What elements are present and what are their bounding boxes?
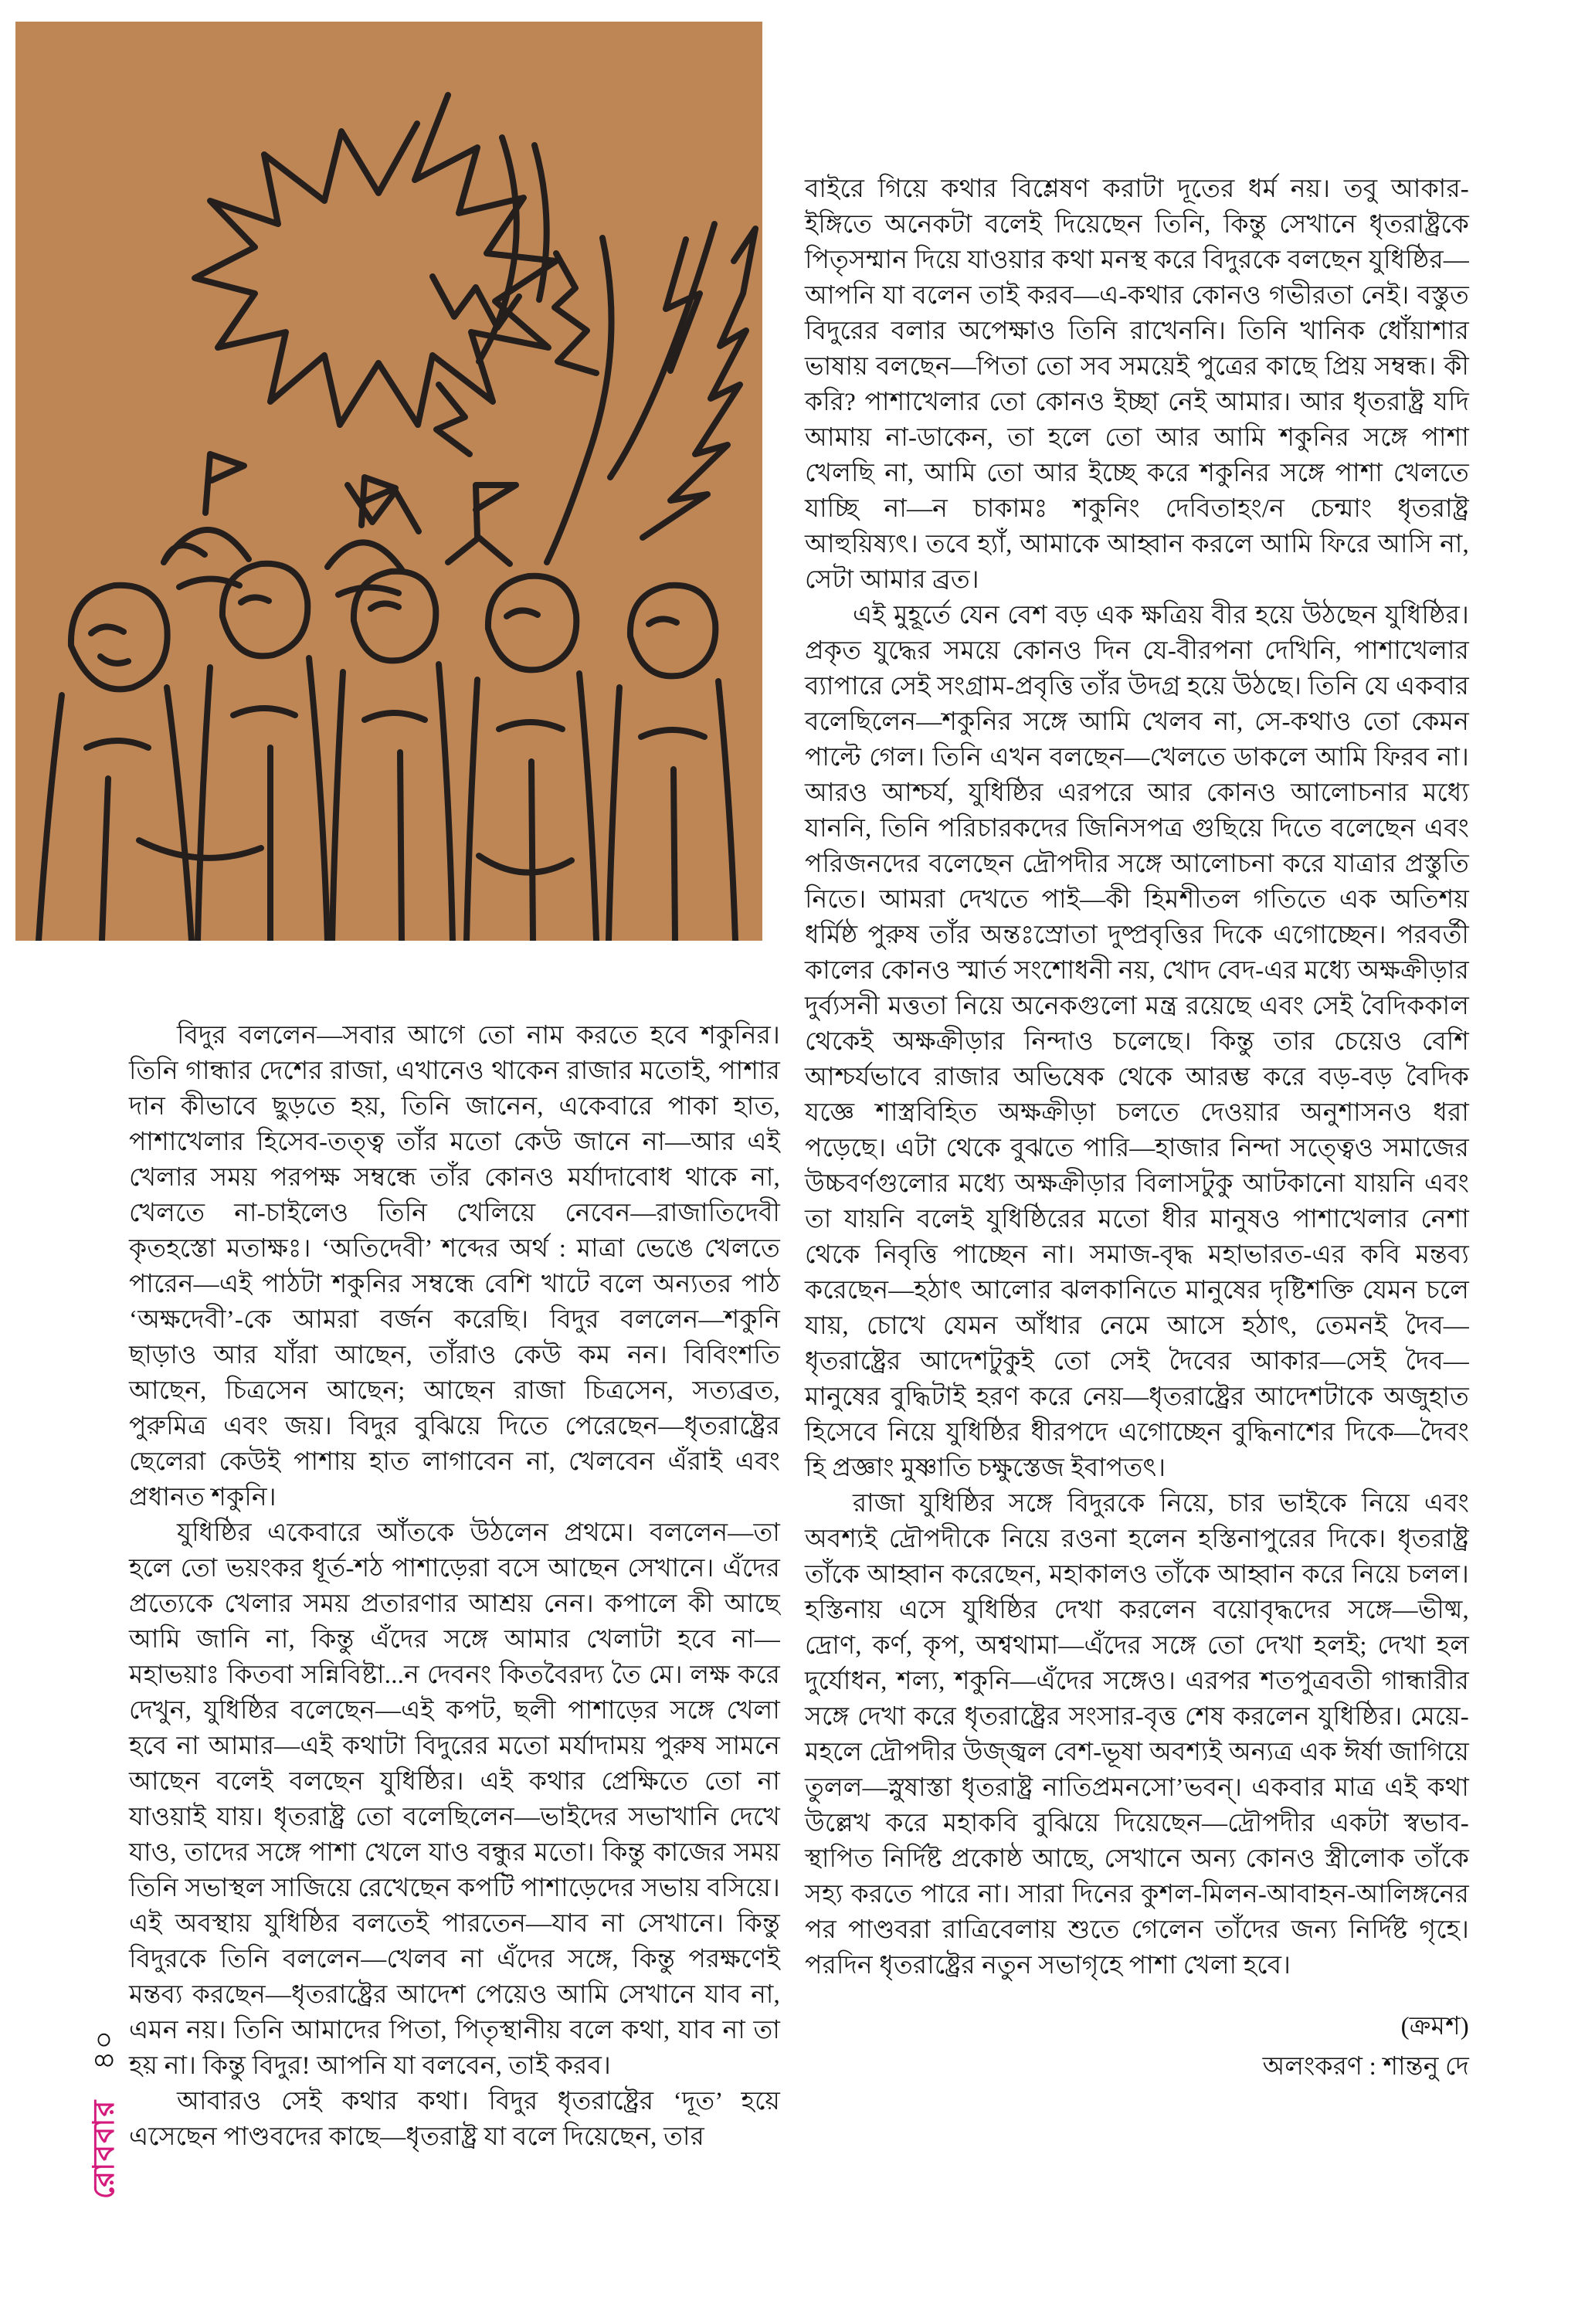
paragraph: যুধিষ্ঠির একেবারে আঁতকে উঠলেন প্রথমে। বললেন—তা হলে তো ভয়ংকর ধূর্ত-শঠ পাশাড়েরা বসে আছেন সেখানে। এঁদের প্রত্যেকে খেলার সময় প্রতারণার আশ্রয় নেন। কপালে কী আছে আমি জানি না, কিন্তু এঁদের সঙ্গে আমার খেলাটা হবে না—মহাভয়াঃ কিতবা সন্নিবিষ্টা...ন দেবনং কিতবৈরদ্য তৈ মে। লক্ষ করে দেখুন, যুধিষ্ঠির বলেছেন—এই কপট, ছলী পাশাড়ের সঙ্গে খেলা হবে না আমার—এই কথাটা বিদুরের মতো মর্যাদাময় পুরুষ সামনে আছেন বলেই বলছেন যুধিষ্ঠির। এই কথার প্রেক্ষিতে তো না যাওয়াই যায়। ধৃতরাষ্ট্র তো বলেছিলেন—ভাইদের সভাখানি দেখে যাও, তাদের সঙ্গে পাশা খেলে যাও বন্ধুর মতো। কিন্তু কাজের সময় তিনি সভাস্থল সাজিয়ে রেখেছেন কপটি পাশাড়েদের সভায় বসিয়ে। এই অবস্থায় যুধিষ্ঠির বলতেই পারতেন—যাব না সেখানে। কিন্তু বিদুরকে তিনি বললেন—খেলব না এঁদের সঙ্গে, কিন্তু পরক্ষণেই মন্তব্য করছেন—ধৃতরাষ্ট্রের আদেশ পেয়েও আমি সেখানে যাব না, এমন নয়। তিনি আমাদের পিতা, পিতৃস্থানীয় বলে কথা, যাব না তা হয় না। কিন্তু বিদুর! আপনি যা বলবেন, তাই করব।: [129, 1519, 780, 2080]
page-number: ৪০: [88, 2028, 120, 2071]
article-illustration: [15, 22, 762, 941]
paragraph: বাইরে গিয়ে কথার বিশ্লেষণ করাটা দূতের ধর্ম নয়। তবু আকার-ইঙ্গিতে অনেকটা বলেই দিয়েছেন তিনি, কিন্তু সেখানে ধৃতরাষ্ট্রকে পিতৃসম্মান দিয়ে যাওয়ার কথা মনস্থ করে বিদুরকে বলছেন যুধিষ্ঠির—আপনি যা বলেন তাই করব—এ-কথার কোনও গভীরতা নেই। বস্তুত বিদুরের বলার অপেক্ষাও তিনি রাখেননি। তিনি খানিক ধোঁয়াশার ভাষায় বলছেন—পিতা তো সব সময়েই পুত্রের কাছে প্রিয় সম্বন্ধ। কী করি? পাশাখেলার তো কোনও ইচ্ছা নেই আমার। আর ধৃতরাষ্ট্র যদি আমায় না-ডাকেন, তা হলে তো আর আমি শকুনির সঙ্গে পাশা খেলছি না, আমি তো আর ইচ্ছে করে শকুনির সঙ্গে পাশা খেলতে যাচ্ছি না—ন চাকামঃ শকুনিং দেবিতাহং/ন চেন্মাং ধৃতরাষ্ট্র আহুয়িষ্যৎ। তবে হ্যাঁ, আমাকে আহ্বান করলে আমি ফিরে আসি না, সেটা আমার ব্রত।: [805, 175, 1469, 594]
magazine-name: রোববার: [88, 2098, 120, 2200]
left-text-column: [129, 1018, 780, 2155]
ink-sketch-figures-starburst-drawing: [15, 22, 762, 941]
continued-marker: (ক্রমশ): [1400, 2013, 1469, 2041]
illustrator-credit: অলংকরণ : শান্তনু দে: [1262, 2053, 1469, 2081]
magazine-spine-label: [81, 2029, 131, 2199]
article-footer: [805, 2007, 1469, 2087]
right-text-column: [805, 171, 1469, 2087]
paragraph: রাজা যুধিষ্ঠির সঙ্গে বিদুরকে নিয়ে, চার ভাইকে নিয়ে এবং অবশ্যই দ্রৌপদীকে নিয়ে রওনা হলেন হস্তিনাপুরের দিকে। ধৃতরাষ্ট্র তাঁকে আহ্বান করেছেন, মহাকালও তাঁকে আহ্বান করে নিয়ে চলল। হস্তিনায় এসে যুধিষ্ঠির দেখা করলেন বয়োবৃদ্ধদের সঙ্গে—ভীষ্ম, দ্রোণ, কর্ণ, কৃপ, অশ্বথামা—এঁদের সঙ্গে তো দেখা হলই; দেখা হল দুর্যোধন, শল্য, শকুনি—এঁদের সঙ্গেও। এরপর শতপুত্রবতী গান্ধারীর সঙ্গে দেখা করে ধৃতরাষ্ট্রের সংসার-বৃত্ত শেষ করলেন যুধিষ্ঠির। মেয়ে-মহলে দ্রৌপদীর উজ্জ্বল বেশ-ভূষা অবশ্যই অন্যত্র এক ঈর্ষা জাগিয়ে তুলল—স্নুষাস্তা ধৃতরাষ্ট্র নাতিপ্রমনসো’ভবন্। একবার মাত্র এই কথা উল্লেখ করে মহাকবি বুঝিয়ে দিয়েছেন—দ্রৌপদীর একটা স্বভাব-স্থাপিত নির্দিষ্ট প্রকোষ্ঠ আছে, সেখানে অন্য কোনও স্ত্রীলোক তাঁকে সহ্য করতে পারে না। সারা দিনের কুশল-মিলন-আবাহন-আলিঙ্গনের পর পাণ্ডবরা রাত্রিবেলায় শুতে গেলেন তাঁদের জন্য নির্দিষ্ট গৃহে। পরদিন ধৃতরাষ্ট্রের নতুন সভাগৃহে পাশা খেলা হবে।: [805, 1490, 1469, 1980]
paragraph: বিদুর বললেন—সবার আগে তো নাম করতে হবে শকুনির। তিনি গান্ধার দেশের রাজা, এখানেও থাকেন রাজার মতোই, পাশার দান কীভাবে ছুড়তে হয়, তিনি জানেন, একেবারে পাকা হাত, পাশাখেলার হিসেব-তত্ত্ব তাঁর মতো কেউ জানে না—আর এই খেলার সময় পরপক্ষ সম্বন্ধে তাঁর কোনও মর্যাদাবোধ থাকে না, খেলতে না-চাইলেও তিনি খেলিয়ে নেবেন—রাজাতিদেবী কৃতহস্তো মতাক্ষঃ। ‘অতিদেবী’ শব্দের অর্থ : মাত্রা ভেঙে খেলতে পারেন—এই পাঠটা শকুনির সম্বন্ধে বেশি খাটে বলে অন্যতর পাঠ ‘অক্ষদেবী’-কে আমরা বর্জন করেছি। বিদুর বললেন—শকুনি ছাড়াও আর যাঁরা আছেন, তাঁরাও কেউ কম নন। বিবিংশতি আছেন, চিত্রসেন আছেন; আছেন রাজা চিত্রসেন, সত্যব্রত, পুরুমিত্র এবং জয়। বিদুর বুঝিয়ে দিতে পেরেছেন—ধৃতরাষ্ট্রের ছেলেরা কেউই পাশায় হাত লাগাবেন না, খেলবেন এঁরাই এবং প্রধানত শকুনি।: [129, 1022, 780, 1511]
paragraph: আবারও সেই কথার কথা। বিদুর ধৃতরাষ্ট্রের ‘দূত’ হয়ে এসেছেন পাণ্ডবদের কাছে—ধৃতরাষ্ট্র যা বলে দিয়েছেন, তার: [129, 2088, 780, 2151]
paragraph: এই মুহূর্তে যেন বেশ বড় এক ক্ষত্রিয় বীর হয়ে উঠছেন যুধিষ্ঠির। প্রকৃত যুদ্ধের সময়ে কোনও দিন যে-বীরপনা দেখিনি, পাশাখেলার ব্যাপারে সেই সংগ্রাম-প্রবৃত্তি তাঁর উদগ্র হয়ে উঠছে। তিনি যে একবার বলেছিলেন—শকুনির সঙ্গে আমি খেলব না, সে-কথাও তো কেমন পাল্টে গেল। তিনি এখন বলছেন—খেলতে ডাকলে আমি ফিরব না। আরও আশ্চর্য, যুধিষ্ঠির এরপরে আর কোনও আলোচনার মধ্যে যাননি, তিনি পরিচারকদের জিনিসপত্র গুছিয়ে দিতে বলেছেন এবং পরিজনদের বলেছেন দ্রৌপদীর সঙ্গে আলোচনা করে যাত্রার প্রস্তুতি নিতে। আমরা দেখতে পাই—কী হিমশীতল গতিতে এক অতিশয় ধর্মিষ্ঠ পুরুষ তাঁর অন্তঃস্রোতা দুষ্প্রবৃত্তির দিকে এগোচ্ছেন। পরবর্তী কালের কোনও স্মার্ত সংশোধনী নয়, খোদ বেদ-এর মধ্যে অক্ষক্রীড়ার দুর্ব্যসনী মত্ততা নিয়ে অনেকগুলো মন্ত্র রয়েছে এবং সেই বৈদিককাল থেকেই অক্ষক্রীড়ার নিন্দাও চলেছে। কিন্তু তার চেয়েও বেশি আশ্চর্যভাবে রাজার অভিষেক থেকে আরম্ভ করে বড়-বড় বৈদিক যজ্ঞে শাস্ত্রবিহিত অক্ষক্রীড়া চলতে দেওয়ার অনুশাসনও ধরা পড়েছে। এটা থেকে বুঝতে পারি—হাজার নিন্দা সত্ত্বেও সমাজের উচ্চবর্ণগুলোর মধ্যে অক্ষক্রীড়ার বিলাসটুকু আটকানো যায়নি এবং তা যায়নি বলেই যুধিষ্ঠিরের মতো ধীর মানুষও পাশাখেলার নেশা থেকে নিবৃত্তি পাচ্ছেন না। সমাজ-বৃদ্ধ মহাভারত-এর কবি মন্তব্য করেছেন—হঠাৎ আলোর ঝলকানিতে মানুষের দৃষ্টিশক্তি যেমন চলে যায়, চোখে যেমন আঁধার নেমে আসে হঠাৎ, তেমনই দৈব—ধৃতরাষ্ট্রের আদেশটুকুই তো সেই দৈবের আকার—সেই দৈব—মানুষের বুদ্ধিটাই হরণ করে নেয়—ধৃতরাষ্ট্রের আদেশটাকে অজুহাত হিসেবে নিয়ে যুধিষ্ঠির ধীরপদে এগোচ্ছেন বুদ্ধিনাশের দিকে—দৈবং হি প্রজ্ঞাং মুষ্ণাতি চক্ষুস্তেজ ইবাপতৎ।: [805, 602, 1469, 1482]
